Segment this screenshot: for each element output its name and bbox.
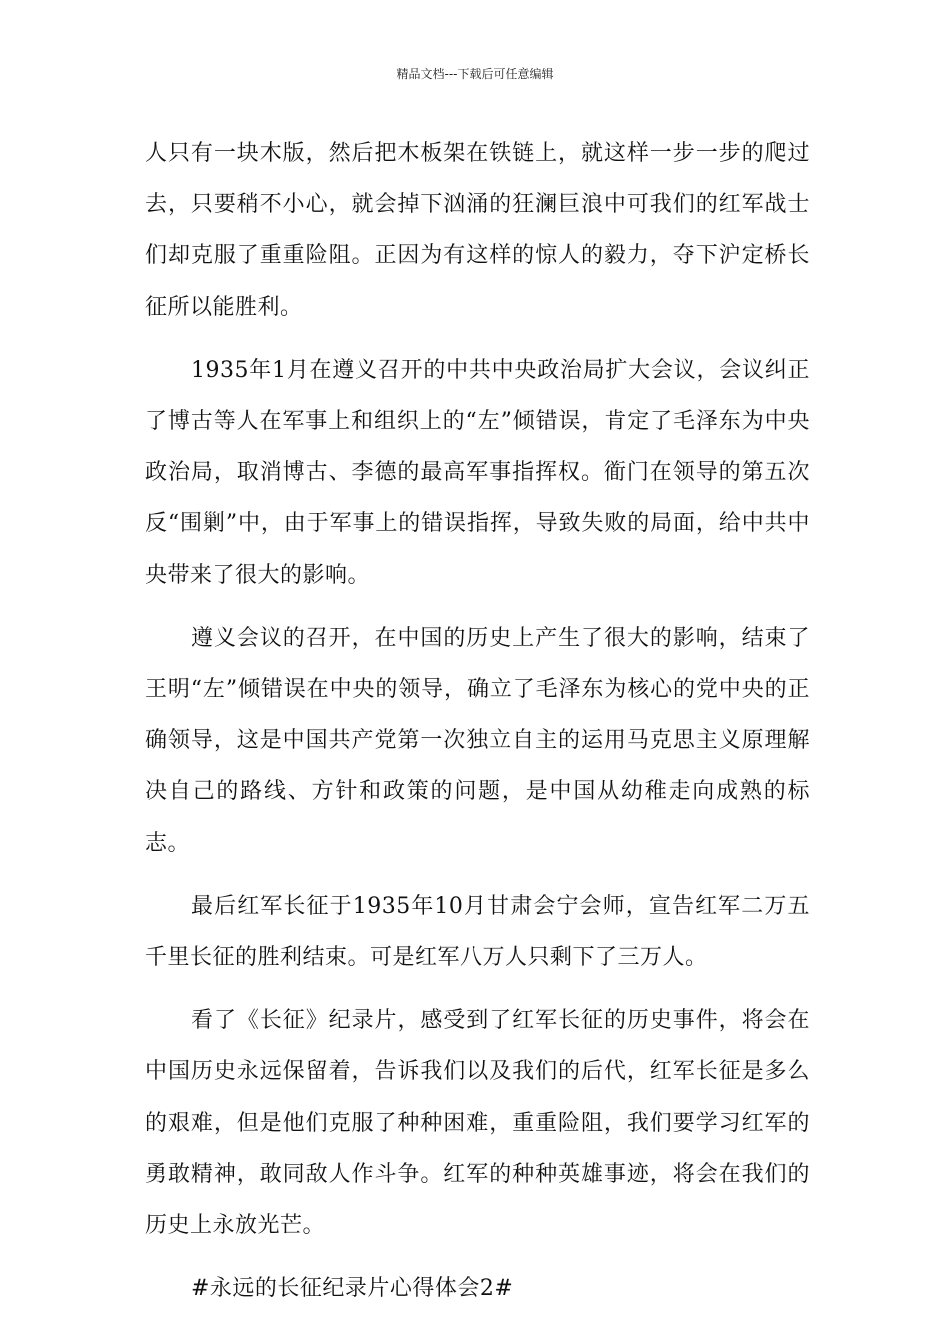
paragraph-5: 看了《长征》纪录片，感受到了红军长征的历史事件，将会在中国历史永远保留着，告诉我们以及我们的后代，红军长征是多么的艰难，但是他们克服了种种困难，重重险阻，我们要学习红军的勇敢精神，敢同敌人作斗争。红军的种种英雄事迹，将会在我们的历史上永放光芒。	[145, 1008, 810, 1239]
page-header: 精品文档---下载后可任意编辑	[396, 67, 554, 81]
paragraph-4: 最后红军长征于1935年10月甘肃会宁会师，宣告红军二万五千里长征的胜利结束。可是红军八万人只剩下了三万人。	[145, 893, 810, 971]
paragraph-2: 1935年1月在遵义召开的中共中央政治局扩大会议，会议纠正了博古等人在军事上和组织上的“左”倾错误，肯定了毛泽东为中央政治局，取消博古、李德的最高军事指挥权。衜门在领导的第五次反“围剿”中，由于军事上的错误指挥，导致失败的局面，给中共中央带来了很大的影响。	[145, 357, 810, 588]
paragraph-1: 人只有一块木版，然后把木板架在铁链上，就这样一步一步的爬过去，只要稍不小心，就会掉下汹涌的狂澜巨浪中可我们的红军战士们却克服了重重险阻。正因为有这样的惊人的毅力，夺下沪定桥长征所以能胜利。	[145, 141, 810, 320]
document-body	[145, 128, 810, 1326]
section-heading: #永远的长征纪录片心得体会2#	[191, 1276, 514, 1302]
paragraph-3: 遵义会议的召开，在中国的历史上产生了很大的影响，结束了王明“左”倾错误在中央的领导，确立了毛泽东为核心的党中央的正确领导，这是中国共产党第一次独立自主的运用马克思主义原理解决自己的路线、方针和政策的问题，是中国从幼稚走向成熟的标志。	[145, 625, 810, 856]
